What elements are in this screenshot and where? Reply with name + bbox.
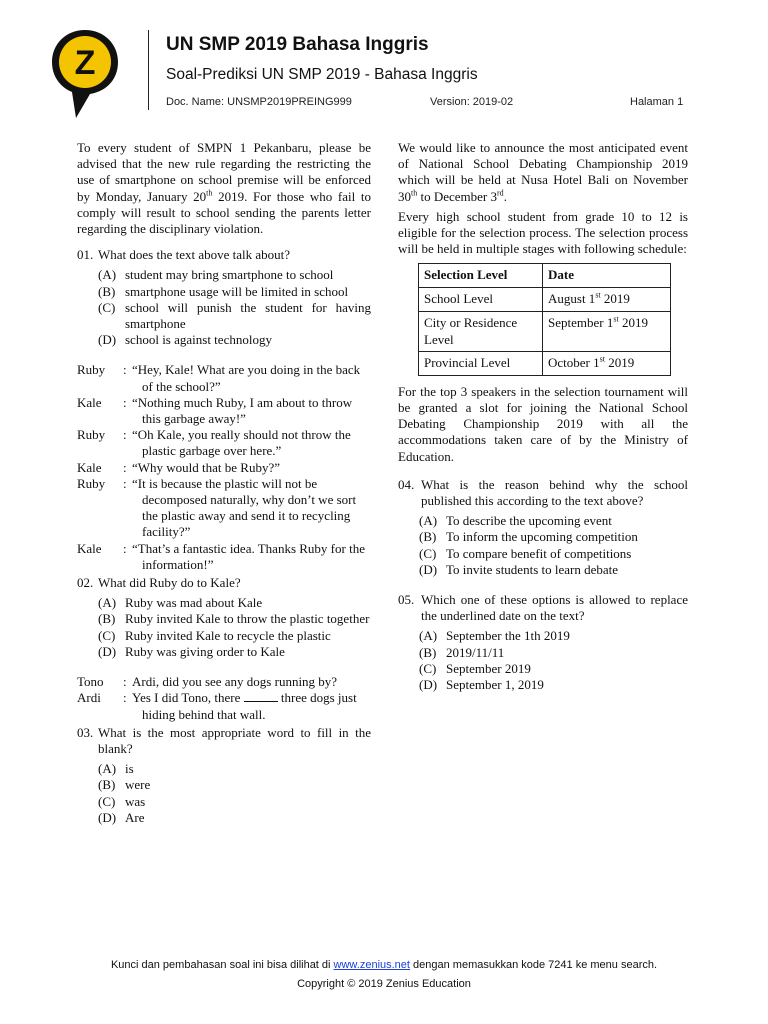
logo-letter: Z: [74, 44, 96, 82]
column-header: Selection Level: [419, 264, 543, 288]
table-header-row: [419, 264, 671, 288]
table-row: Provincial Level October 1st 2019: [419, 351, 671, 375]
table-row: City or Residence Level September 1st 2019: [419, 312, 671, 351]
dialog-line: Ruby : “It is because the plastic will not be decomposed naturally, why don’t we sort the plastic away and send it to recycling facility?”: [77, 475, 357, 540]
question-text: What does the text above talk about?: [98, 247, 291, 263]
doc-version: Version: 2019-02: [430, 96, 514, 108]
footer-note: Kunci dan pembahasan soal ini bisa dilihat di www.zenius.net dengan memasukkan kode 7241 ke menu search.: [110, 959, 658, 971]
option[interactable]: (B) To inform the upcoming competition: [419, 529, 638, 545]
option[interactable]: (A) To describe the upcoming event: [419, 513, 612, 529]
question-2: [77, 575, 371, 660]
option[interactable]: (D) Are: [98, 809, 145, 825]
question-4: [398, 477, 688, 578]
option[interactable]: (D) school is against technology: [98, 332, 272, 348]
option[interactable]: (A) September the 1th 2019: [419, 628, 570, 644]
copyright: Copyright © 2019 Zenius Education: [297, 978, 471, 990]
question-5: [398, 592, 688, 693]
doc-title: UN SMP 2019 Bahasa Inggris: [166, 34, 429, 55]
option[interactable]: (D) September 1, 2019: [419, 677, 544, 693]
option[interactable]: (C) school will punish the student for having smartphone: [98, 299, 371, 332]
passage-debate-announcement: We would like to announce the most anticipated event of National School Debating Championship 2019 which will be held at Nusa Hotel Bali on November 30th to December 3rd.: [398, 140, 688, 204]
question-number: 05.: [398, 592, 415, 608]
question-text: What is the reason behind why the school published this according to the text above?: [421, 476, 688, 509]
option[interactable]: (D) To invite students to learn debate: [419, 561, 619, 577]
dialog-line: Kale : “Why would that be Ruby?”: [77, 459, 281, 475]
question-3: [77, 725, 371, 826]
zenius-logo: [50, 28, 120, 120]
right-column: [398, 140, 688, 693]
option[interactable]: (C) To compare benefit of competitions: [419, 545, 632, 561]
dialog-line: Kale : “Nothing much Ruby, I am about to throw this garbage away!”: [77, 394, 353, 427]
option[interactable]: (C) was: [98, 793, 146, 809]
option[interactable]: (B) were: [98, 777, 151, 793]
question-number: 04.: [398, 476, 415, 492]
dialog-line: Ardi : Yes I did Tono, there three dogs just hiding behind that wall.: [77, 690, 357, 722]
question-number: 02.: [77, 575, 94, 591]
question-number: 03.: [77, 724, 94, 740]
passage-eligibility: Every high school student from grade 10 to 12 is eligible for the selection process. The selection process will be held in multiple stages with following schedule:: [398, 208, 688, 257]
option[interactable]: (A) Ruby was mad about Kale: [98, 595, 263, 611]
table-row: School Level August 1st 2019: [419, 288, 671, 312]
dialog-ruby-kale: [77, 362, 371, 573]
schedule-table: [418, 263, 671, 375]
question-text: What is the most appropriate word to fill in the blank?: [98, 724, 371, 756]
passage-top-speakers: For the top 3 speakers in the selection tournament will be granted a slot for joining the National School Debating Championship 2019 with all the accommodations taken care of by the Ministry of Education.: [398, 383, 688, 464]
option[interactable]: (C) September 2019: [419, 660, 531, 676]
option[interactable]: (B) 2019/11/11: [419, 644, 505, 660]
dialog-tono-ardi: [77, 674, 371, 723]
passage-announcement: To every student of SMPN 1 Pekanbaru, please be advised that the new rule regarding the restricting the use of smartphone on school premise will be enforced by Monday, January 20th 2019. For those who fail to comply will result to school sending the parents letter regarding the disciplinary violation.: [77, 140, 371, 237]
doc-name: Doc. Name: UNSMP2019PREING999: [166, 96, 352, 108]
doc-subtitle: Soal-Prediksi UN SMP 2019 - Bahasa Inggris: [166, 66, 478, 83]
header-divider: [148, 30, 149, 110]
option[interactable]: (A) student may bring smartphone to school: [98, 267, 334, 283]
question-1: [77, 247, 371, 348]
dialog-line: Kale : “That’s a fantastic idea. Thanks Ruby for the information!”: [77, 540, 365, 572]
column-header: Date: [543, 264, 671, 288]
dialog-line: Ruby : “Oh Kale, you really should not throw the plastic garbage over here.”: [77, 427, 351, 459]
left-column: [77, 140, 371, 826]
dialog-line: Tono : Ardi, did you see any dogs running by?: [77, 674, 338, 690]
zenius-link[interactable]: www.zenius.net: [333, 959, 410, 971]
fill-blank[interactable]: [244, 691, 278, 702]
question-text: Which one of these options is allowed to replace the underlined date on the text?: [421, 592, 688, 624]
option[interactable]: (A) is: [98, 761, 134, 777]
question-text: What did Ruby do to Kale?: [98, 575, 241, 591]
option[interactable]: (B) Ruby invited Kale to throw the plastic together: [98, 611, 370, 627]
page-number: Halaman 1: [630, 96, 684, 108]
option[interactable]: (B) smartphone usage will be limited in school: [98, 283, 349, 299]
dialog-line: Ruby : “Hey, Kale! What are you doing in the back of the school?”: [77, 362, 361, 394]
option[interactable]: (D) Ruby was giving order to Kale: [98, 643, 285, 659]
option[interactable]: (C) Ruby invited Kale to recycle the plastic: [98, 627, 331, 643]
question-number: 01.: [77, 247, 94, 263]
